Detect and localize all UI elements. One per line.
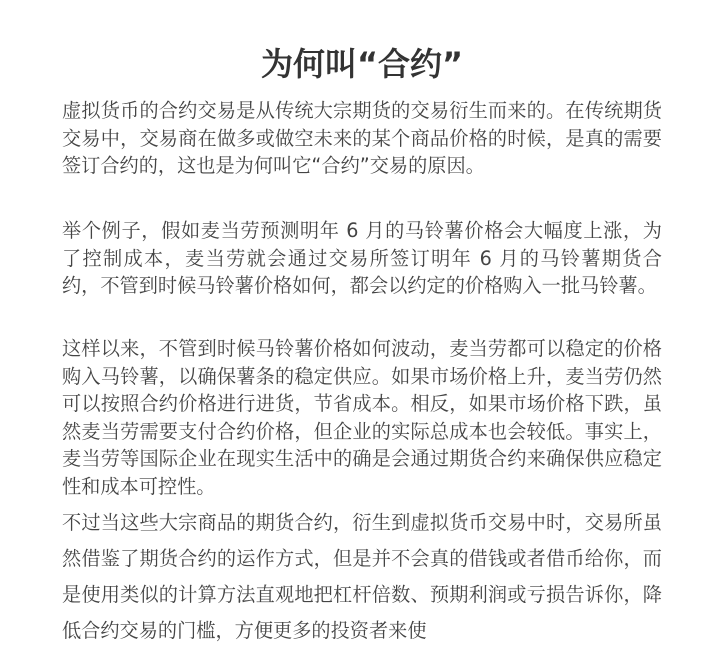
article	[62, 0, 662, 642]
paragraph-crypto: 不过当这些大宗商品的期货合约，衍生到虚拟货币交易中时，交易所虽然借鉴了期货合约的运作方式，但是并不会真的借钱或者借币给你，而是使用类似的计算方法直观地把杠杆倍数、预期利润或亏损告诉你，降低合约交易的门槛，方便更多的投资者来使	[62, 511, 662, 642]
article-title: 为何叫“合约”	[260, 45, 464, 83]
paragraph-example: 举个例子，假如麦当劳预测明年 6 月的马铃薯价格会大幅度上涨，为了控制成本，麦当劳就会通过交易所签订明年 6 月的马铃薯期货合约，不管到时候马铃薯价格如何，都会以约定的价格购入一批马铃薯。	[62, 219, 662, 297]
paragraph-benefit: 这样以来，不管到时候马铃薯价格如何波动，麦当劳都可以稳定的价格购入马铃薯，以确保薯条的稳定供应。如果市场价格上升，麦当劳仍然可以按照合约价格进行进货，节省成本。相反，如果市场价格下跌，虽然麦当劳需要支付合约价格，但企业的实际总成本也会较低。事实上，麦当劳等国际企业在现实生活中的确是会通过期货合约来确保供应稳定性和成本可控性。	[62, 337, 662, 498]
paragraph-origin: 虚拟货币的合约交易是从传统大宗期货的交易衍生而来的。在传统期货交易中，交易商在做多或做空未来的某个商品价格的时候，是真的需要签订合约的，这也是为何叫它“合约”交易的原因。	[62, 99, 662, 177]
